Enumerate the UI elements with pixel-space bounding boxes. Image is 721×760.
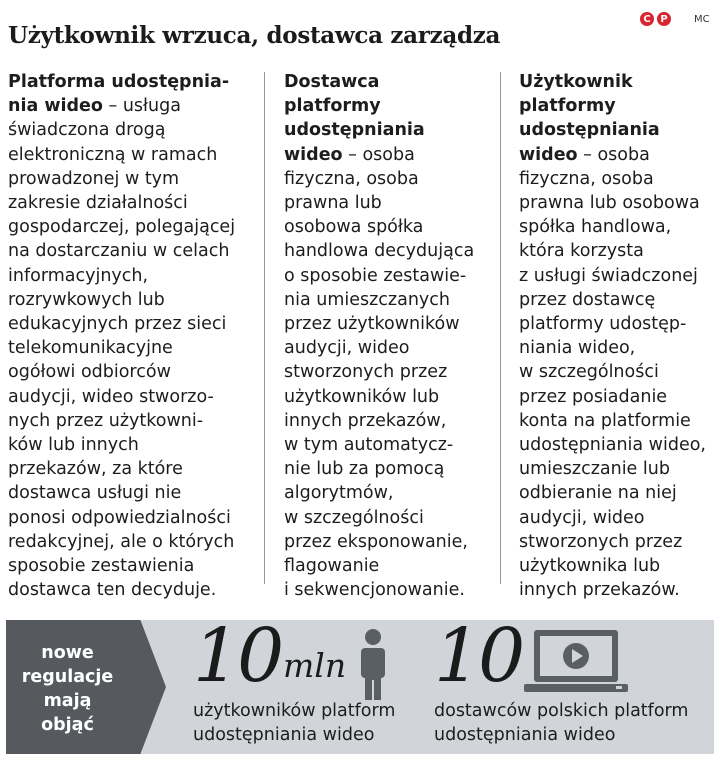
term-line: Dostawca [284, 72, 380, 92]
definition-line: elektroniczną w ramach [8, 144, 218, 165]
definition-line: spółka handlowa, [519, 217, 672, 238]
definition-line: w szczególności [519, 362, 659, 383]
definition-line: rozrywkowych lub [8, 289, 165, 310]
definition-line: osobowa spółka [284, 217, 424, 238]
definition-line: udostępniania wideo, [519, 435, 706, 456]
term-text: wideo [284, 144, 343, 165]
definition-line: przez dostawcę [519, 289, 656, 310]
term-line: udostępniania [519, 120, 660, 141]
definition-line: przez użytkowników [284, 314, 460, 335]
definition-line: w szczególności [284, 507, 424, 528]
definition-line: umieszczanie lub [519, 459, 670, 480]
column-divider [264, 72, 265, 584]
arrow-label-line: nowe [41, 643, 94, 663]
definition-line: która korzysta [519, 241, 644, 262]
definition-line: na dostarczaniu w celach [8, 241, 230, 262]
definition-line: fizyczna, osoba [519, 168, 654, 189]
definition-line: przekazów, za które [8, 459, 183, 480]
definition-line: informacyjnych, [8, 265, 149, 286]
definition-line: audycji, wideo stworzo- [8, 386, 214, 407]
person-icon [358, 628, 388, 700]
arrow-label-line: objąć [41, 715, 94, 735]
stat-users-caption [193, 699, 395, 747]
arrow-label [10, 641, 125, 737]
definition-line: flagowanie [284, 556, 380, 577]
definition-line: fizyczna, osoba [284, 168, 419, 189]
author-initials: MC [694, 14, 710, 25]
definition-line: i sekwencjonowanie. [284, 580, 465, 600]
definition-line: stworzonych przez [519, 531, 683, 552]
definition-line: zakresie działalności [8, 193, 188, 214]
definition-provider [284, 70, 492, 600]
definition-line: przez eksponowanie, [284, 531, 468, 552]
copyright-c-icon: C [640, 12, 654, 26]
definition-line: dostawca usługi nie [8, 483, 182, 504]
term-text: wideo [519, 144, 578, 165]
definition-line: audycji, wideo [519, 507, 645, 528]
definition-line: o sposobie zestawie- [284, 265, 467, 286]
definition-line: algorytmów, [284, 483, 394, 504]
definition-line: ponosi odpowiedzialności [8, 507, 231, 528]
caption-line: udostępniania wideo [193, 725, 375, 745]
definition-text: – usługa [102, 96, 181, 117]
term-line-with-text [8, 94, 256, 118]
stat-providers-caption [434, 699, 688, 747]
term-line: platformy [284, 96, 381, 117]
definition-line: handlowa decydująca [284, 241, 475, 262]
definition-user [519, 70, 715, 600]
term-line: Użytkownik [519, 72, 633, 92]
definition-line: gospodarczej, polegającej [8, 217, 236, 238]
definition-line: platformy udostęp- [519, 314, 687, 335]
column-divider [500, 72, 501, 584]
definition-text: – osoba [342, 144, 415, 165]
caption-line: dostawców polskich platform [434, 701, 689, 721]
arrow-label-line: regulacje [21, 667, 114, 687]
definition-line: audycji, wideo [284, 338, 410, 359]
definition-line: użytkowników lub [284, 386, 440, 407]
definition-line: świadczona drogą [8, 120, 166, 141]
definition-line: konta na platformie [519, 410, 691, 431]
arrow-label-line: mają [43, 691, 92, 711]
definition-line: prowadzonej w tym [8, 168, 180, 189]
definition-line: telekomunikacyjne [8, 338, 173, 359]
definition-line: ogółowi odbiorców [8, 362, 171, 383]
term-line: Platforma udostępnia- [8, 72, 230, 92]
definition-line: przez posiadanie [519, 386, 668, 407]
copyright-p-icon: P [657, 12, 671, 26]
definition-line: odbieranie na niej [519, 483, 677, 504]
definition-line: dostawca ten decyduje. [8, 580, 217, 600]
definition-line: sposobie zestawienia [8, 556, 195, 577]
definition-line: stworzonych przez [284, 362, 448, 383]
term-line-with-text [519, 143, 715, 167]
definition-line: użytkownika lub [519, 556, 661, 577]
definition-platform [8, 70, 256, 600]
definition-line: innych przekazów. [519, 580, 680, 600]
definition-line: w tym automatycz- [284, 435, 454, 456]
definition-line: prawna lub [284, 193, 382, 214]
caption-line: udostępniania wideo [434, 725, 616, 745]
caption-line: użytkowników platform [193, 701, 396, 721]
copyright-logo [640, 12, 671, 26]
definition-line: ków lub innych [8, 435, 139, 456]
definition-line: edukacyjnych przez sieci [8, 314, 227, 335]
video-player-icon [524, 630, 628, 694]
stat-users-number: 10 [193, 613, 282, 699]
stat-users-unit: mln [283, 646, 347, 685]
definition-line: innych przekazów, [284, 410, 447, 431]
definition-line: nie lub za pomocą [284, 459, 445, 480]
term-text: nia wideo [8, 96, 103, 117]
page-title: Użytkownik wrzuca, dostawca zarządza [8, 22, 501, 49]
definition-text: – osoba [577, 144, 650, 165]
stat-providers-number: 10 [434, 613, 523, 699]
definition-line: redakcyjnej, ale o których [8, 531, 235, 552]
definition-line: prawna lub osobowa [519, 193, 700, 214]
definition-line: nia umieszczanych [284, 289, 451, 310]
term-line: udostępniania [284, 120, 425, 141]
term-line: platformy [519, 96, 616, 117]
term-line-with-text [284, 143, 492, 167]
definition-line: niania wideo, [519, 338, 636, 359]
definition-line: z usługi świadczonej [519, 265, 698, 286]
definition-line: nych przez użytkowni- [8, 410, 204, 431]
